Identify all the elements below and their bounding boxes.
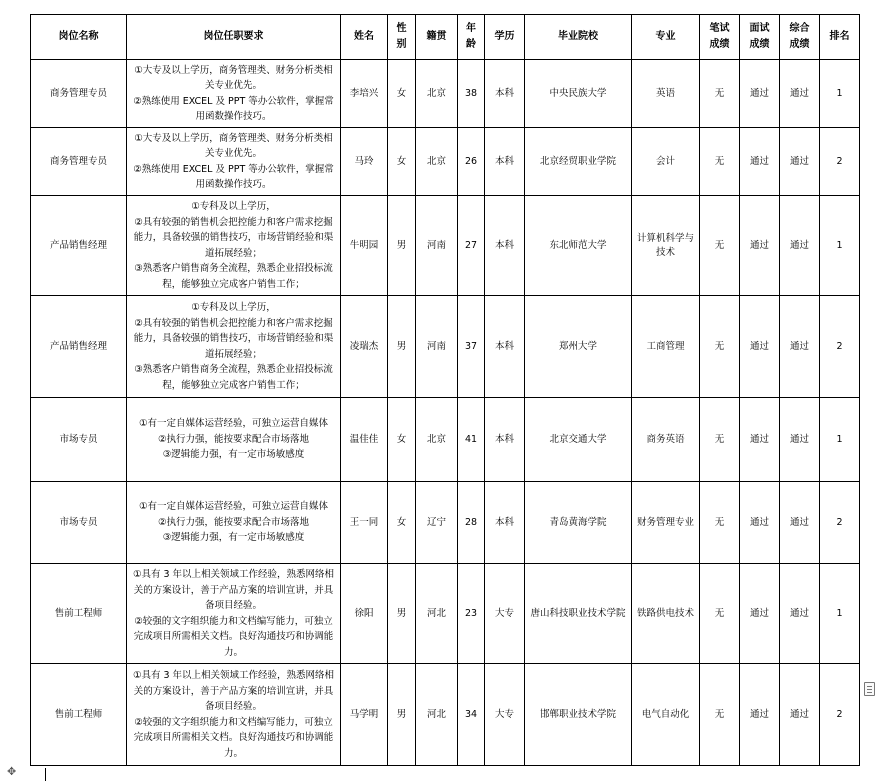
cell-interview[interactable]: 通过: [740, 482, 780, 564]
recruitment-table: [30, 14, 860, 766]
cell-age[interactable]: 34: [458, 664, 485, 766]
cell-age[interactable]: 38: [458, 60, 485, 128]
column-header: 综合 成绩: [780, 15, 820, 60]
cell-hometown[interactable]: 北京: [416, 398, 458, 482]
cell-school[interactable]: 中央民族大学: [525, 60, 632, 128]
column-header: 岗位任职要求: [127, 15, 341, 60]
cell-age[interactable]: 27: [458, 196, 485, 296]
cell-overall[interactable]: 通过: [780, 482, 820, 564]
cell-position[interactable]: 市场专员: [31, 482, 127, 564]
cell-interview[interactable]: 通过: [740, 664, 780, 766]
cell-requirements[interactable]: [127, 128, 341, 196]
cell-major[interactable]: 工商管理: [632, 296, 700, 398]
cell-requirements[interactable]: [127, 296, 341, 398]
requirement-line: ②较强的文字组织能力和文档编写能力，可独立完成项目所需相关文档。良好沟通技巧和协调能力。: [133, 615, 334, 658]
cell-school[interactable]: 唐山科技职业技术学院: [525, 564, 632, 664]
cell-hometown[interactable]: 河南: [416, 196, 458, 296]
cell-major[interactable]: 会计: [632, 128, 700, 196]
cell-gender[interactable]: 男: [388, 196, 416, 296]
requirement-line: ①有一定自媒体运营经验，可独立运营自媒体: [138, 418, 329, 430]
cell-education[interactable]: 大专: [485, 664, 525, 766]
cell-rank[interactable]: 2: [820, 482, 860, 564]
table-row: [31, 664, 860, 766]
table-row: [31, 398, 860, 482]
cell-requirements[interactable]: [127, 564, 341, 664]
cell-rank[interactable]: 1: [820, 564, 860, 664]
cell-major[interactable]: 计算机科学与技术: [632, 196, 700, 296]
requirement-line: ②执行力强，能按要求配合市场落地: [157, 516, 310, 528]
requirement-line: ②熟练使用 EXCEL 及 PPT 等办公软件，掌握常用函数操作技巧。: [133, 163, 334, 190]
cell-overall[interactable]: 通过: [780, 196, 820, 296]
cell-rank[interactable]: 1: [820, 398, 860, 482]
cell-interview[interactable]: 通过: [740, 296, 780, 398]
cell-school[interactable]: 郑州大学: [525, 296, 632, 398]
column-header: 学历: [485, 15, 525, 60]
cell-education[interactable]: 本科: [485, 196, 525, 296]
cell-hometown[interactable]: 北京: [416, 128, 458, 196]
cell-overall[interactable]: 通过: [780, 296, 820, 398]
cell-position[interactable]: 售前工程师: [31, 564, 127, 664]
table-row: [31, 128, 860, 196]
cell-name[interactable]: 凌瑞杰: [341, 296, 388, 398]
text-cursor: [45, 768, 46, 781]
cell-hometown[interactable]: 辽宁: [416, 482, 458, 564]
cell-interview[interactable]: 通过: [740, 60, 780, 128]
cell-name[interactable]: 王一同: [341, 482, 388, 564]
cell-written[interactable]: 无: [700, 664, 740, 766]
requirement-line: ①大专及以上学历，商务管理类、财务分析类相关专业优先。: [134, 64, 333, 91]
cell-rank[interactable]: 2: [820, 296, 860, 398]
cell-position[interactable]: 商务管理专员: [31, 128, 127, 196]
cell-written[interactable]: 无: [700, 564, 740, 664]
requirement-line: ②具有较强的销售机会把控能力和客户需求挖掘能力，具备较强的销售技巧，市场营销经验和渠道拓展经验；: [133, 216, 334, 259]
document-side-icon[interactable]: [864, 682, 875, 696]
cell-age[interactable]: 37: [458, 296, 485, 398]
cell-gender[interactable]: 男: [388, 296, 416, 398]
cell-interview[interactable]: 通过: [740, 196, 780, 296]
cell-gender[interactable]: 男: [388, 664, 416, 766]
cell-position[interactable]: 产品销售经理: [31, 296, 127, 398]
cell-school[interactable]: 邯郸职业技术学院: [525, 664, 632, 766]
cell-gender[interactable]: 女: [388, 482, 416, 564]
cell-major[interactable]: 铁路供电技术: [632, 564, 700, 664]
table-body: [31, 60, 860, 766]
cell-rank[interactable]: 2: [820, 664, 860, 766]
cell-overall[interactable]: 通过: [780, 128, 820, 196]
cell-written[interactable]: 无: [700, 128, 740, 196]
requirement-line: ②较强的文字组织能力和文档编写能力，可独立完成项目所需相关文档。良好沟通技巧和协调能力。: [133, 716, 334, 759]
column-header: 排名: [820, 15, 860, 60]
requirement-line: ③熟悉客户销售商务全流程，熟悉企业招投标流程，能够独立完成客户销售工作；: [134, 263, 333, 290]
cell-position[interactable]: 商务管理专员: [31, 60, 127, 128]
requirement-line: ①专科及以上学历，: [191, 302, 276, 313]
cell-major[interactable]: 英语: [632, 60, 700, 128]
requirement-line: ②执行力强，能按要求配合市场落地: [157, 433, 310, 445]
cell-requirements[interactable]: [127, 482, 341, 564]
cell-education[interactable]: 本科: [485, 398, 525, 482]
requirement-line: ③熟悉客户销售商务全流程，熟悉企业招投标流程，能够独立完成客户销售工作；: [134, 364, 333, 391]
requirement-line: ②熟练使用 EXCEL 及 PPT 等办公软件，掌握常用函数操作技巧。: [133, 95, 334, 122]
requirement-line: ③逻辑能力强，有一定市场敏感度: [162, 532, 305, 544]
cell-education[interactable]: 本科: [485, 60, 525, 128]
cell-education[interactable]: 本科: [485, 128, 525, 196]
requirement-line: ②具有较强的销售机会把控能力和客户需求挖掘能力，具备较强的销售技巧，市场营销经验和渠道拓展经验；: [133, 317, 334, 360]
cell-requirements[interactable]: [127, 196, 341, 296]
cell-name[interactable]: 徐阳: [341, 564, 388, 664]
cell-gender[interactable]: 男: [388, 564, 416, 664]
column-header: 毕业院校: [525, 15, 632, 60]
requirement-line: ①大专及以上学历，商务管理类、财务分析类相关专业优先。: [134, 132, 333, 159]
requirement-line: ①有一定自媒体运营经验，可独立运营自媒体: [138, 501, 329, 513]
table-row: [31, 60, 860, 128]
column-header: 姓名: [341, 15, 388, 60]
cell-school[interactable]: 北京交通大学: [525, 398, 632, 482]
cell-name[interactable]: 马学明: [341, 664, 388, 766]
cell-written[interactable]: 无: [700, 196, 740, 296]
cell-major[interactable]: 电气自动化: [632, 664, 700, 766]
cell-position[interactable]: 售前工程师: [31, 664, 127, 766]
cell-rank[interactable]: 2: [820, 128, 860, 196]
cell-school[interactable]: 青岛黄海学院: [525, 482, 632, 564]
column-header: 笔试 成绩: [700, 15, 740, 60]
cell-age[interactable]: 23: [458, 564, 485, 664]
requirement-line: ①具有 3 年以上相关领域工作经验，熟悉网络相关的方案设计，善于产品方案的培训宣讲，并具备项目经验。: [132, 569, 335, 611]
column-header: 面试 成绩: [740, 15, 780, 60]
cell-age[interactable]: 28: [458, 482, 485, 564]
cell-education[interactable]: 本科: [485, 296, 525, 398]
cell-name[interactable]: 温佳佳: [341, 398, 388, 482]
cell-written[interactable]: 无: [700, 296, 740, 398]
cell-interview[interactable]: 通过: [740, 128, 780, 196]
cell-education[interactable]: 本科: [485, 482, 525, 564]
cell-name[interactable]: 牛明园: [341, 196, 388, 296]
table-row: [31, 196, 860, 296]
cell-requirements[interactable]: [127, 664, 341, 766]
cell-hometown[interactable]: 河北: [416, 664, 458, 766]
cell-interview[interactable]: 通过: [740, 564, 780, 664]
table-header-row: [31, 15, 860, 60]
cell-name[interactable]: 李培兴: [341, 60, 388, 128]
cell-education[interactable]: 大专: [485, 564, 525, 664]
requirement-line: ①专科及以上学历，: [191, 201, 276, 212]
cell-school[interactable]: 北京经贸职业学院: [525, 128, 632, 196]
cell-school[interactable]: 东北师范大学: [525, 196, 632, 296]
cell-overall[interactable]: 通过: [780, 564, 820, 664]
cell-overall[interactable]: 通过: [780, 398, 820, 482]
cell-position[interactable]: 产品销售经理: [31, 196, 127, 296]
requirement-line: ①具有 3 年以上相关领域工作经验，熟悉网络相关的方案设计，善于产品方案的培训宣讲，并具备项目经验。: [132, 670, 335, 712]
column-header: 籍贯: [416, 15, 458, 60]
cell-name[interactable]: 马玲: [341, 128, 388, 196]
cell-position[interactable]: 市场专员: [31, 398, 127, 482]
cell-age[interactable]: 41: [458, 398, 485, 482]
cell-written[interactable]: 无: [700, 482, 740, 564]
table-row: [31, 296, 860, 398]
cell-gender[interactable]: 女: [388, 398, 416, 482]
cell-interview[interactable]: 通过: [740, 398, 780, 482]
cell-overall[interactable]: 通过: [780, 60, 820, 128]
table-row: [31, 482, 860, 564]
cell-requirements[interactable]: [127, 398, 341, 482]
cell-major[interactable]: 商务英语: [632, 398, 700, 482]
table-row: [31, 564, 860, 664]
cell-hometown[interactable]: 河南: [416, 296, 458, 398]
cell-hometown[interactable]: 北京: [416, 60, 458, 128]
requirement-line: ③逻辑能力强，有一定市场敏感度: [162, 449, 305, 461]
cell-rank[interactable]: 1: [820, 196, 860, 296]
cell-hometown[interactable]: 河北: [416, 564, 458, 664]
cell-written[interactable]: 无: [700, 60, 740, 128]
cell-overall[interactable]: 通过: [780, 664, 820, 766]
table-move-handle-icon[interactable]: ✥: [7, 765, 17, 778]
cell-written[interactable]: 无: [700, 398, 740, 482]
cell-requirements[interactable]: [127, 60, 341, 128]
cell-major[interactable]: 财务管理专业: [632, 482, 700, 564]
cell-gender[interactable]: 女: [388, 60, 416, 128]
column-header: 年 龄: [458, 15, 485, 60]
cell-rank[interactable]: 1: [820, 60, 860, 128]
column-header: 性 别: [388, 15, 416, 60]
cell-age[interactable]: 26: [458, 128, 485, 196]
column-header: 专业: [632, 15, 700, 60]
column-header: 岗位名称: [31, 15, 127, 60]
cell-gender[interactable]: 女: [388, 128, 416, 196]
